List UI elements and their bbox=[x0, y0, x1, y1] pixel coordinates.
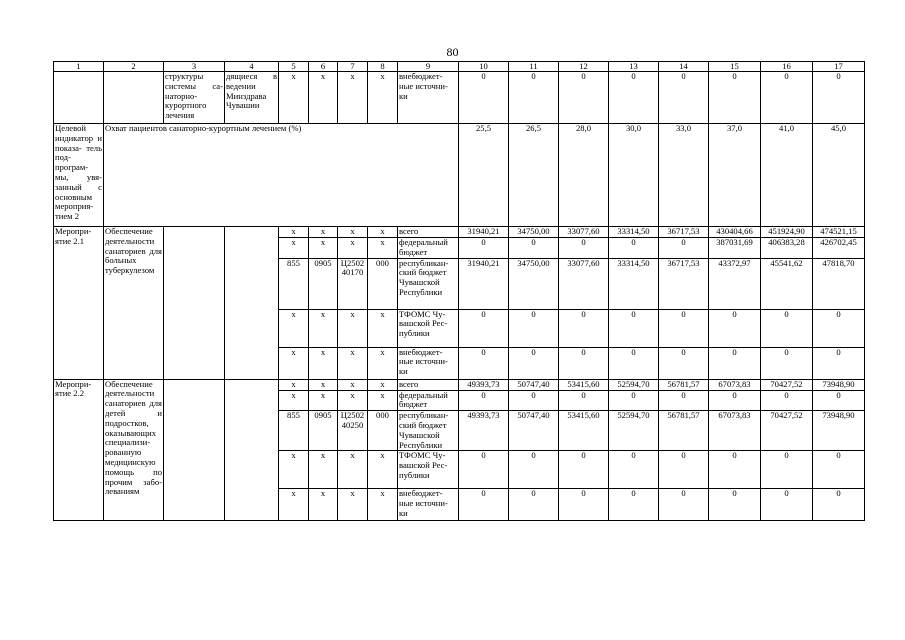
budget-code: x bbox=[368, 309, 398, 347]
amount-value: 0 bbox=[659, 347, 709, 379]
measure-row bbox=[54, 227, 865, 238]
indicator-value: 33,0 bbox=[659, 124, 709, 227]
budget-code: 855 bbox=[279, 411, 309, 451]
amount-value: 0 bbox=[559, 489, 609, 521]
column-number: 9 bbox=[398, 62, 459, 72]
amount-value: 0 bbox=[761, 451, 813, 489]
budget-code: x bbox=[368, 451, 398, 489]
amount-value: 36717,53 bbox=[659, 258, 709, 309]
amount-value: 0 bbox=[509, 238, 559, 259]
budget-code: x bbox=[368, 347, 398, 379]
amount-value: 0 bbox=[659, 72, 709, 124]
amount-value: 0 bbox=[609, 390, 659, 411]
amount-value: 426702,45 bbox=[813, 238, 865, 259]
indicator-value: 41,0 bbox=[761, 124, 813, 227]
amount-value: 50747,40 bbox=[509, 411, 559, 451]
amount-value: 0 bbox=[813, 309, 865, 347]
amount-value: 0 bbox=[761, 72, 813, 124]
amount-value: 0 bbox=[761, 489, 813, 521]
budget-code: x bbox=[279, 390, 309, 411]
amount-value: 0 bbox=[559, 238, 609, 259]
carry-activity-text: структуры системы са- наторно- курортного лечения bbox=[164, 72, 225, 124]
amount-value: 33314,50 bbox=[609, 227, 659, 238]
empty-cell bbox=[164, 379, 225, 521]
budget-code: x bbox=[309, 379, 338, 390]
measure-label: Меропри- ятие 2.2 bbox=[54, 379, 104, 521]
amount-value: 0 bbox=[509, 309, 559, 347]
amount-value: 0 bbox=[459, 489, 509, 521]
amount-value: 50747,40 bbox=[509, 379, 559, 390]
budget-code: x bbox=[338, 347, 368, 379]
amount-value: 0 bbox=[459, 72, 509, 124]
budget-code: x bbox=[279, 347, 309, 379]
amount-value: 70427,52 bbox=[761, 411, 813, 451]
indicator-value: 25,5 bbox=[459, 124, 509, 227]
budget-code: 0905 bbox=[309, 258, 338, 309]
amount-value: 0 bbox=[813, 347, 865, 379]
amount-value: 47818,70 bbox=[813, 258, 865, 309]
budget-code: x bbox=[368, 227, 398, 238]
budget-code: x bbox=[368, 390, 398, 411]
budget-code: x bbox=[279, 72, 309, 124]
column-number: 2 bbox=[104, 62, 164, 72]
amount-value: 49393,73 bbox=[459, 411, 509, 451]
empty-cell bbox=[54, 72, 104, 124]
amount-value: 0 bbox=[709, 309, 761, 347]
budget-code: x bbox=[338, 72, 368, 124]
column-number: 17 bbox=[813, 62, 865, 72]
budget-code: x bbox=[309, 347, 338, 379]
funding-source: федеральный бюджет bbox=[398, 238, 459, 259]
budget-code: 0905 bbox=[309, 411, 338, 451]
budget-code: x bbox=[279, 309, 309, 347]
amount-value: 52594,70 bbox=[609, 411, 659, 451]
budget-code: Ц2502 40170 bbox=[338, 258, 368, 309]
budget-code: x bbox=[368, 238, 398, 259]
amount-value: 0 bbox=[761, 347, 813, 379]
amount-value: 43372,97 bbox=[709, 258, 761, 309]
budget-code: Ц2502 40250 bbox=[338, 411, 368, 451]
column-number: 13 bbox=[609, 62, 659, 72]
amount-value: 0 bbox=[559, 72, 609, 124]
amount-value: 34750,00 bbox=[509, 258, 559, 309]
budget-code: x bbox=[309, 451, 338, 489]
amount-value: 0 bbox=[659, 238, 709, 259]
amount-value: 0 bbox=[509, 451, 559, 489]
funding-source: внебюджет- ные источни- ки bbox=[398, 489, 459, 521]
column-number: 12 bbox=[559, 62, 609, 72]
amount-value: 0 bbox=[609, 238, 659, 259]
funding-source: федеральный бюджет bbox=[398, 390, 459, 411]
amount-value: 0 bbox=[659, 390, 709, 411]
budget-code: x bbox=[338, 227, 368, 238]
amount-value: 406383,28 bbox=[761, 238, 813, 259]
indicator-text: Охват пациентов санаторно-курортным лечением (%) bbox=[104, 124, 459, 227]
funding-source: ТФОМС Чу- вашской Рес- публики bbox=[398, 309, 459, 347]
budget-code: x bbox=[309, 489, 338, 521]
funding-source: республикан- ский бюджет Чувашской Республики bbox=[398, 411, 459, 451]
carry-over-row bbox=[54, 72, 865, 124]
amount-value: 0 bbox=[813, 489, 865, 521]
amount-value: 0 bbox=[609, 72, 659, 124]
indicator-value: 28,0 bbox=[559, 124, 609, 227]
amount-value: 0 bbox=[459, 451, 509, 489]
column-number: 11 bbox=[509, 62, 559, 72]
column-number-row bbox=[54, 62, 865, 72]
funding-source: ТФОМС Чу- вашской Рес- публики bbox=[398, 451, 459, 489]
empty-cell bbox=[104, 72, 164, 124]
amount-value: 0 bbox=[459, 238, 509, 259]
column-number: 16 bbox=[761, 62, 813, 72]
amount-value: 0 bbox=[459, 347, 509, 379]
amount-value: 0 bbox=[761, 390, 813, 411]
amount-value: 0 bbox=[509, 390, 559, 411]
column-number: 6 bbox=[309, 62, 338, 72]
amount-value: 0 bbox=[559, 347, 609, 379]
carry-executor-text: дящиеся в ведении Минздрава Чувашии bbox=[225, 72, 279, 124]
amount-value: 67073,83 bbox=[709, 411, 761, 451]
amount-value: 31940,21 bbox=[459, 258, 509, 309]
indicator-value: 45,0 bbox=[813, 124, 865, 227]
budget-code: 000 bbox=[368, 411, 398, 451]
budget-code: x bbox=[279, 238, 309, 259]
budget-code: 000 bbox=[368, 258, 398, 309]
budget-code: x bbox=[279, 489, 309, 521]
column-number: 5 bbox=[279, 62, 309, 72]
budget-code: x bbox=[368, 379, 398, 390]
funding-source: республикан- ский бюджет Чувашской Республики bbox=[398, 258, 459, 309]
empty-cell bbox=[164, 227, 225, 380]
amount-value: 474521,15 bbox=[813, 227, 865, 238]
column-number: 8 bbox=[368, 62, 398, 72]
budget-code: x bbox=[338, 489, 368, 521]
amount-value: 45541,62 bbox=[761, 258, 813, 309]
amount-value: 0 bbox=[609, 309, 659, 347]
amount-value: 33314,50 bbox=[609, 258, 659, 309]
indicator-value: 37,0 bbox=[709, 124, 761, 227]
amount-value: 0 bbox=[813, 72, 865, 124]
budget-code: x bbox=[309, 72, 338, 124]
amount-value: 387031,69 bbox=[709, 238, 761, 259]
funding-source: внебюджет- ные источни- ки bbox=[398, 72, 459, 124]
measure-name: Обеспечение деятельности санаториев для детей и подростков, оказывающих специализи- рованную медицинскую помощь по прочим забо- леваниям bbox=[104, 379, 164, 521]
budget-code: x bbox=[279, 379, 309, 390]
funding-source: всего bbox=[398, 379, 459, 390]
indicator-value: 26,5 bbox=[509, 124, 559, 227]
amount-value: 0 bbox=[609, 347, 659, 379]
amount-value: 0 bbox=[509, 72, 559, 124]
measure-label: Меропри- ятие 2.1 bbox=[54, 227, 104, 380]
amount-value: 56781,57 bbox=[659, 379, 709, 390]
funding-source: всего bbox=[398, 227, 459, 238]
measure-row bbox=[54, 379, 865, 390]
amount-value: 0 bbox=[559, 390, 609, 411]
budget-code: x bbox=[309, 390, 338, 411]
budget-code: x bbox=[309, 227, 338, 238]
amount-value: 0 bbox=[609, 451, 659, 489]
column-number: 15 bbox=[709, 62, 761, 72]
amount-value: 31940,21 bbox=[459, 227, 509, 238]
column-number: 7 bbox=[338, 62, 368, 72]
amount-value: 33077,60 bbox=[559, 258, 609, 309]
budget-code: x bbox=[309, 309, 338, 347]
column-number: 3 bbox=[164, 62, 225, 72]
budget-code: x bbox=[338, 390, 368, 411]
budget-code: x bbox=[338, 238, 368, 259]
amount-value: 0 bbox=[559, 309, 609, 347]
amount-value: 0 bbox=[559, 451, 609, 489]
amount-value: 0 bbox=[659, 309, 709, 347]
empty-cell bbox=[225, 227, 279, 380]
program-budget-table bbox=[53, 61, 865, 521]
amount-value: 53415,60 bbox=[559, 411, 609, 451]
amount-value: 430404,66 bbox=[709, 227, 761, 238]
amount-value: 0 bbox=[709, 72, 761, 124]
measure-name: Обеспечение деятельности санаториев для больных туберкулезом bbox=[104, 227, 164, 380]
column-number: 14 bbox=[659, 62, 709, 72]
budget-code: x bbox=[279, 227, 309, 238]
budget-code: x bbox=[338, 451, 368, 489]
budget-code: x bbox=[368, 72, 398, 124]
indicator-row bbox=[54, 124, 865, 227]
amount-value: 33077,60 bbox=[559, 227, 609, 238]
amount-value: 0 bbox=[609, 489, 659, 521]
indicator-label: Целевой индикатор и показа- тель под- програм- мы, увя- занный с основным мероприя- тием 2 bbox=[54, 124, 104, 227]
amount-value: 53415,60 bbox=[559, 379, 609, 390]
amount-value: 0 bbox=[659, 489, 709, 521]
empty-cell bbox=[225, 379, 279, 521]
amount-value: 0 bbox=[813, 451, 865, 489]
amount-value: 56781,57 bbox=[659, 411, 709, 451]
amount-value: 73948,90 bbox=[813, 379, 865, 390]
amount-value: 0 bbox=[459, 309, 509, 347]
indicator-value: 30,0 bbox=[609, 124, 659, 227]
amount-value: 73948,90 bbox=[813, 411, 865, 451]
amount-value: 34750,00 bbox=[509, 227, 559, 238]
amount-value: 0 bbox=[509, 489, 559, 521]
amount-value: 0 bbox=[709, 390, 761, 411]
amount-value: 0 bbox=[709, 451, 761, 489]
amount-value: 0 bbox=[709, 489, 761, 521]
amount-value: 0 bbox=[659, 451, 709, 489]
amount-value: 0 bbox=[509, 347, 559, 379]
column-number: 1 bbox=[54, 62, 104, 72]
amount-value: 36717,53 bbox=[659, 227, 709, 238]
budget-code: x bbox=[368, 489, 398, 521]
amount-value: 67073,83 bbox=[709, 379, 761, 390]
budget-code: x bbox=[279, 451, 309, 489]
page-number: 80 bbox=[446, 45, 459, 59]
amount-value: 49393,73 bbox=[459, 379, 509, 390]
column-number: 10 bbox=[459, 62, 509, 72]
budget-code: x bbox=[338, 309, 368, 347]
amount-value: 70427,52 bbox=[761, 379, 813, 390]
budget-code: x bbox=[338, 379, 368, 390]
amount-value: 52594,70 bbox=[609, 379, 659, 390]
amount-value: 0 bbox=[709, 347, 761, 379]
column-number: 4 bbox=[225, 62, 279, 72]
budget-code: x bbox=[309, 238, 338, 259]
amount-value: 451924,90 bbox=[761, 227, 813, 238]
budget-code: 855 bbox=[279, 258, 309, 309]
amount-value: 0 bbox=[459, 390, 509, 411]
amount-value: 0 bbox=[761, 309, 813, 347]
funding-source: внебюджет- ные источни- ки bbox=[398, 347, 459, 379]
amount-value: 0 bbox=[813, 390, 865, 411]
